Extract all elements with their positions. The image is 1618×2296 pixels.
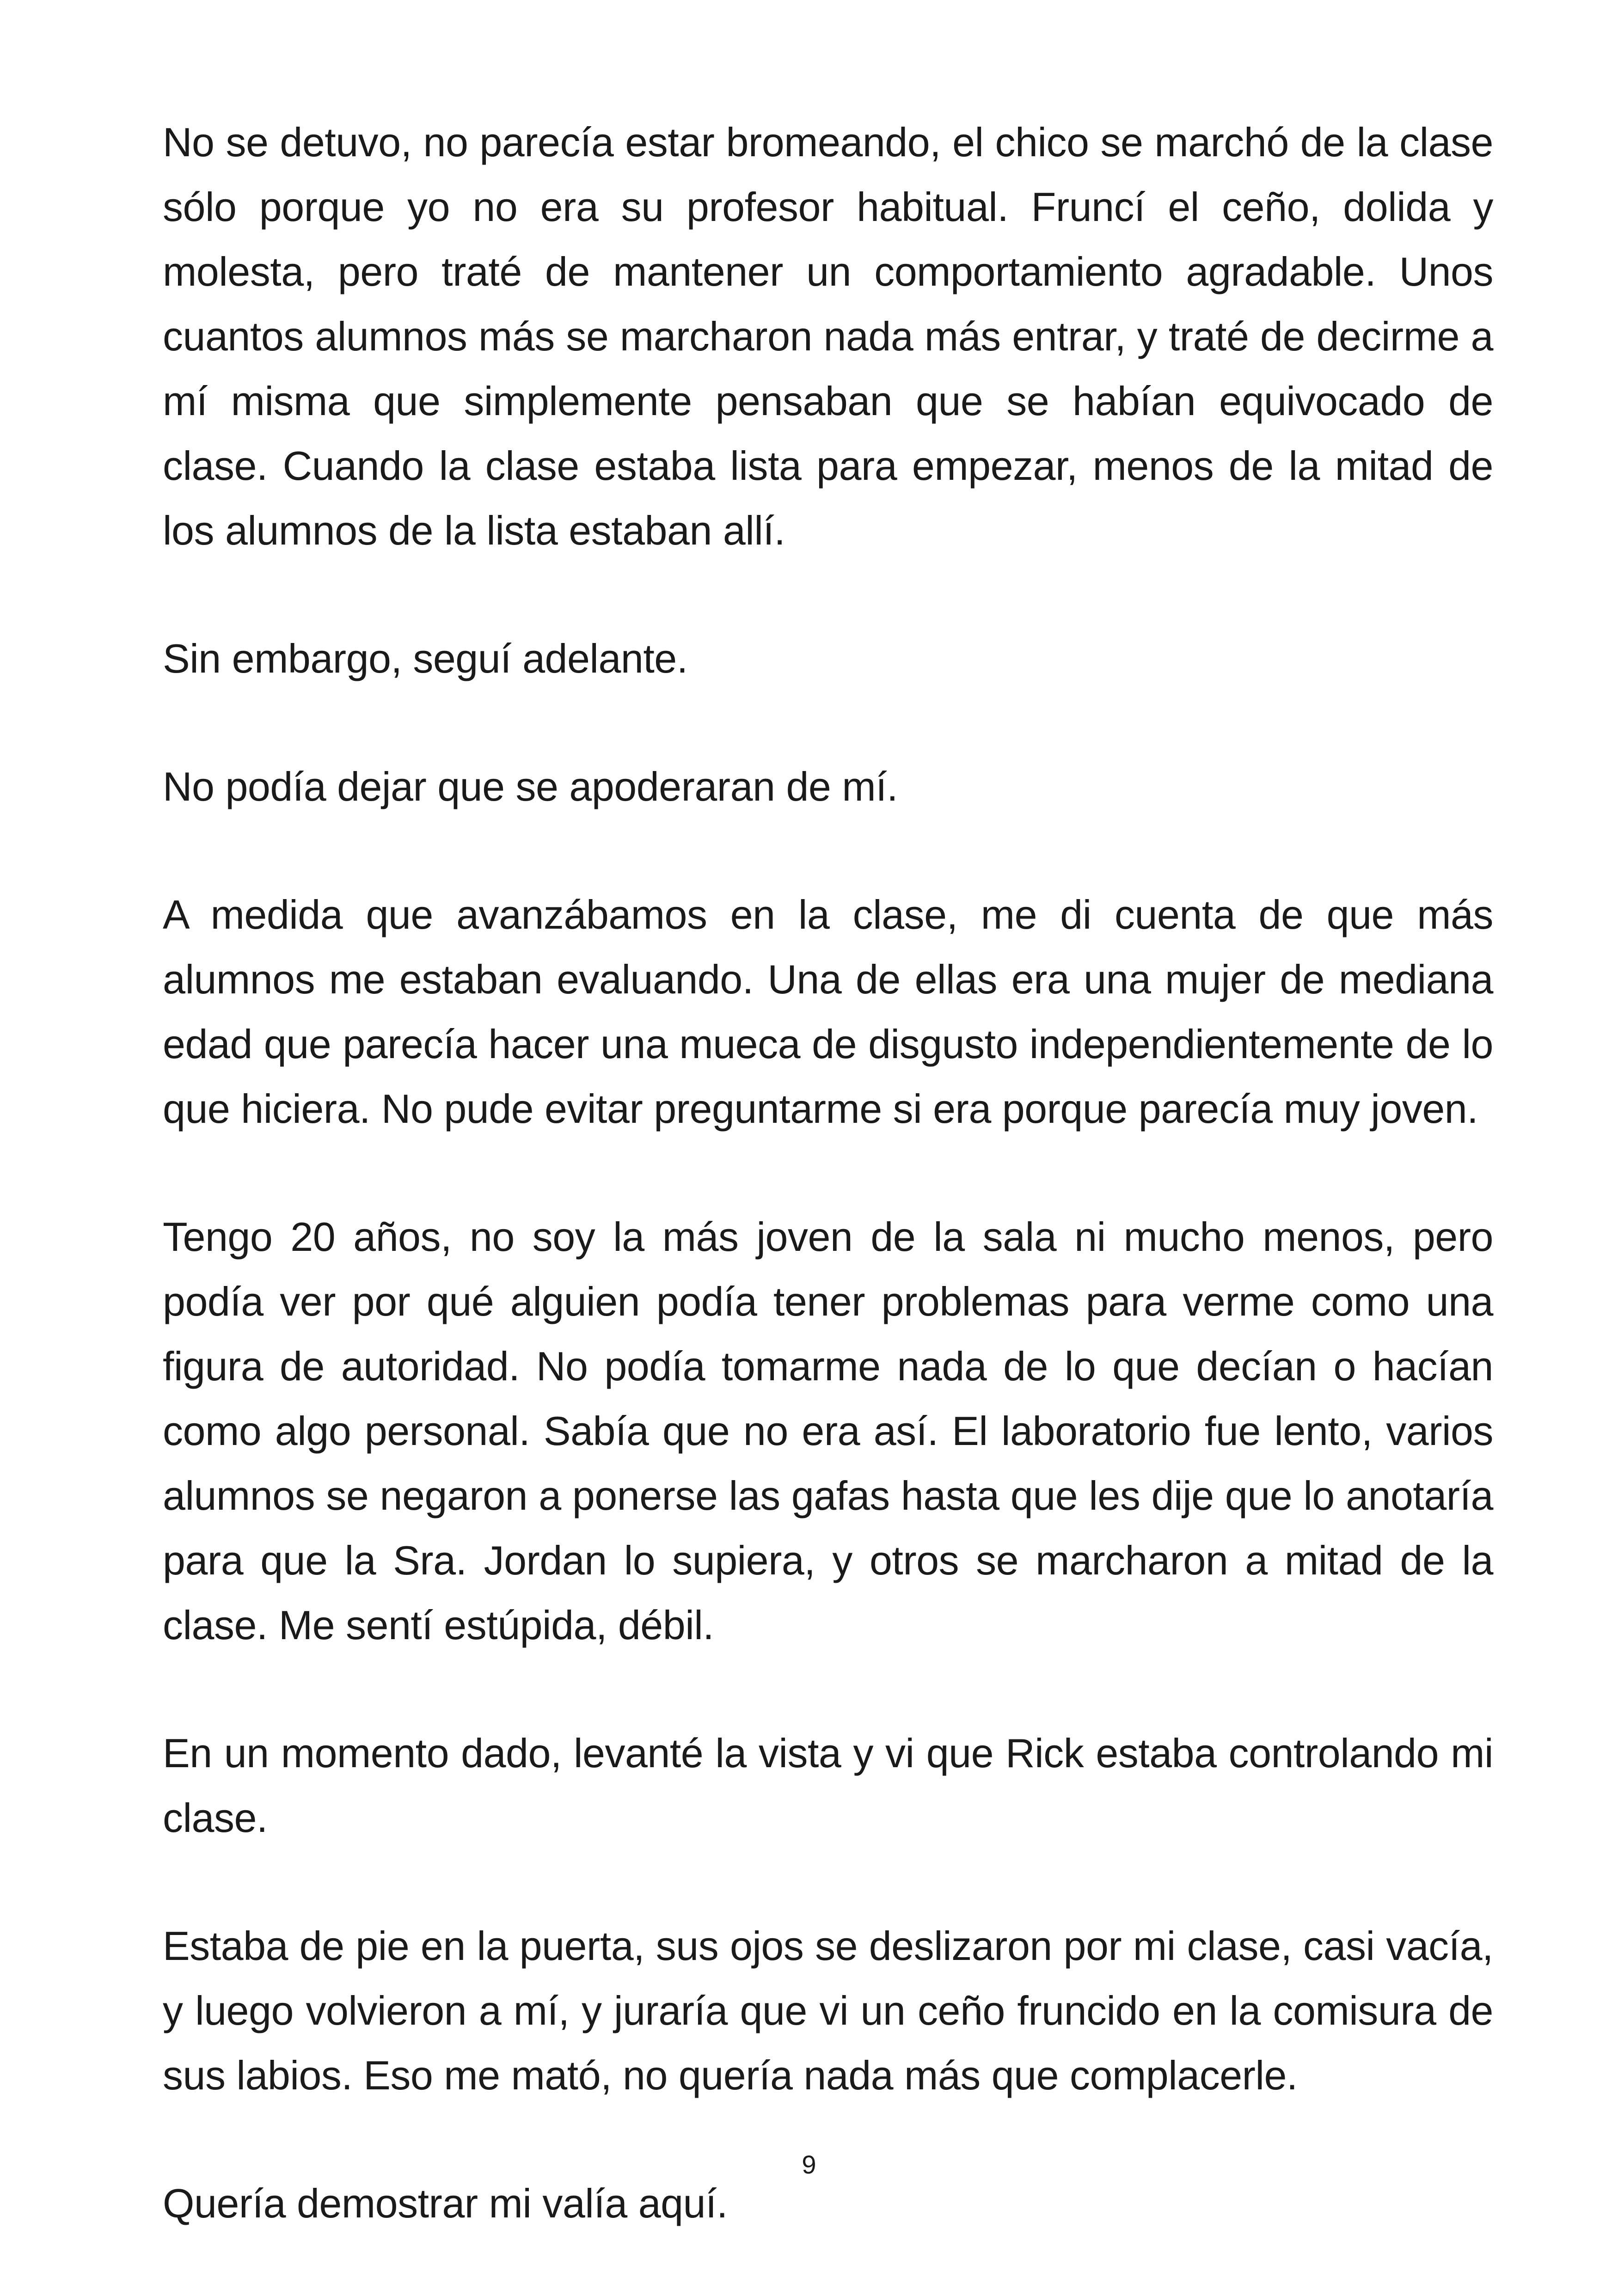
paragraph-7: Estaba de pie en la puerta, sus ojos se deslizaron por mi clase, casi vacía, y luego volvieron a mí, y juraría que vi un ceño fruncido en la comisura de sus labios. Eso me mató, no quería nada más que complacerle. — [163, 1923, 1493, 2098]
paragraph-2: Sin embargo, seguí adelante. — [163, 636, 688, 681]
paragraph-8: Quería demostrar mi valía aquí. — [163, 2180, 728, 2226]
paragraph-1: No se detuvo, no parecía estar bromeando, el chico se marchó de la clase sólo porque yo no era su profesor habitual. Fruncí el ceño, dolida y molesta, pero traté de mantener un comportamiento agradable. Unos cuantos alumnos más se marcharon nada más entrar, y traté de decirme a mí misma que simplemente pensaban que se habían equivocado de clase. Cuando la clase estaba lista para empezar, menos de la mitad de los alumnos de la lista estaban allí. — [163, 119, 1493, 553]
paragraph-4: A medida que avanzábamos en la clase, me di cuenta de que más alumnos me estaban evaluando. Una de ellas era una mujer de mediana edad que parecía hacer una mueca de disgusto independientemente de lo que hiciera. No pude evitar preguntarme si era porque parecía muy joven. — [163, 892, 1493, 1132]
page-number: 9 — [802, 2150, 816, 2179]
paragraph-5: Tengo 20 años, no soy la más joven de la sala ni mucho menos, pero podía ver por qué alguien podía tener problemas para verme como una figura de autoridad. No podía tomarme nada de lo que decían o hacían como algo personal. Sabía que no era así. El laboratorio fue lento, varios alumnos se negaron a ponerse las gafas hasta que les dije que lo anotaría para que la Sra. Jordan lo supiera, y otros se marcharon a mitad de la clase. Me sentí estúpida, débil. — [163, 1214, 1493, 1648]
document-body — [163, 110, 1493, 2236]
paragraph-3: No podía dejar que se apoderaran de mí. — [163, 764, 898, 809]
paragraph-6: En un momento dado, levanté la vista y vi que Rick estaba controlando mi clase. — [163, 1730, 1493, 1841]
